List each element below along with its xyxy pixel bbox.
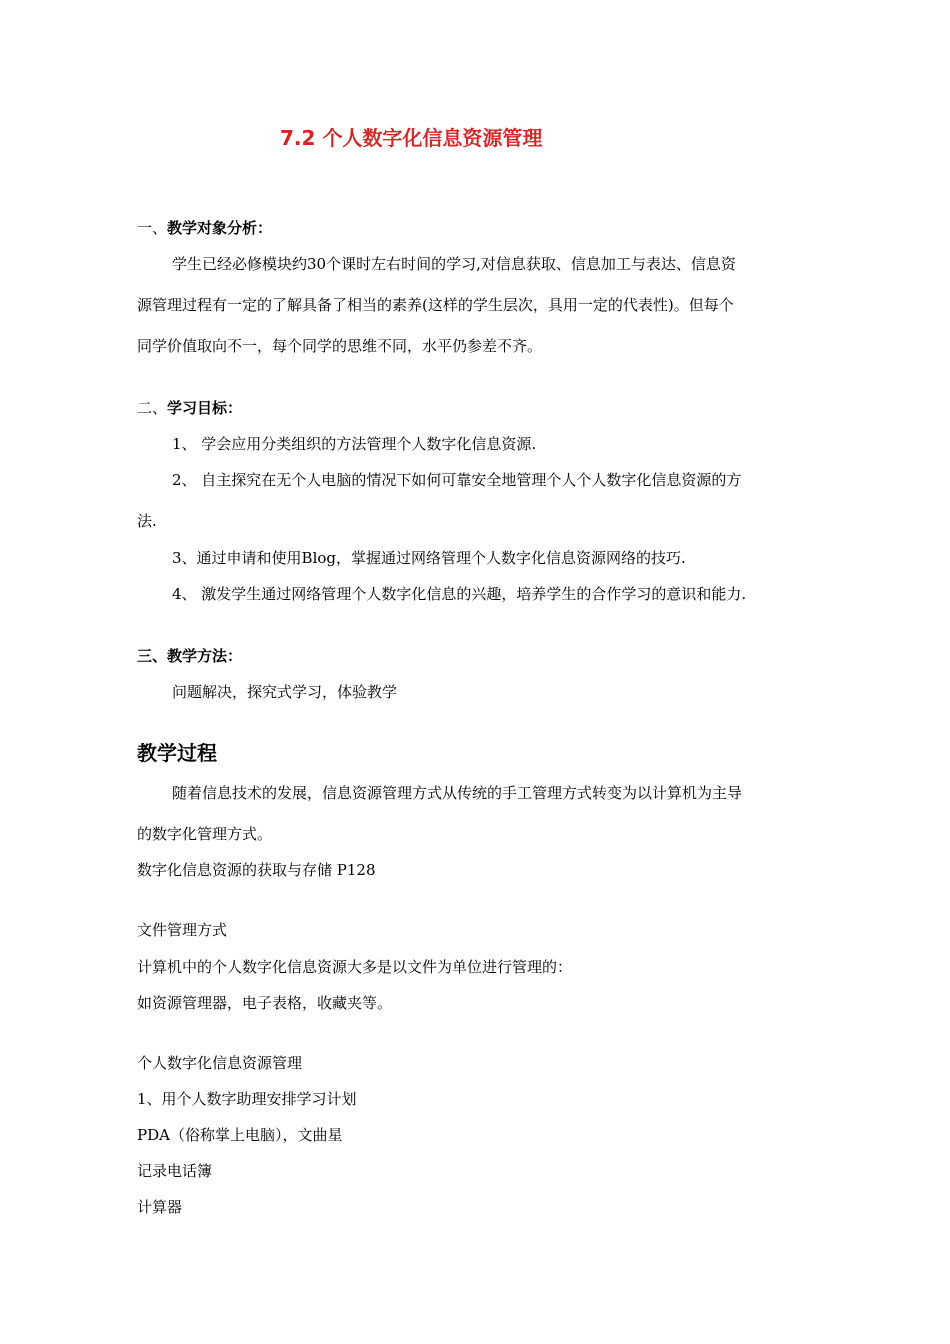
section1-heading-text: 教学对象分析： bbox=[167, 219, 273, 237]
process-line-9: PDA（俗称掌上电脑），文曲星 bbox=[137, 1126, 343, 1144]
process-line-7: 个人数字化信息资源管理 bbox=[137, 1054, 303, 1072]
process-line-11: 计算器 bbox=[137, 1198, 183, 1216]
goal-item-2: 2、 自主探究在无个人电脑的情况下如何可靠安全地管理个人个人数字化信息资源的方 bbox=[172, 471, 742, 489]
process-line-4: 文件管理方式 bbox=[137, 921, 228, 939]
process-line-10: 记录电话簿 bbox=[137, 1162, 213, 1180]
section2-heading-text: 学习目标： bbox=[167, 399, 243, 417]
section1-line-2: 源管理过程有一定的了解具备了相当的素养(这样的学生层次，具用一定的代表性)。但每个 bbox=[137, 296, 734, 314]
section1-heading-prefix: 一、 bbox=[137, 219, 168, 237]
goal-item-4: 4、 激发学生通过网络管理个人数字化信息的兴趣，培养学生的合作学习的意识和能力. bbox=[172, 585, 747, 603]
process-line-6: 如资源管理器，电子表格，收藏夹等。 bbox=[137, 994, 393, 1012]
process-line-1: 随着信息技术的发展，信息资源管理方式从传统的手工管理方式转变为以计算机为主导 bbox=[172, 784, 743, 802]
process-line-3: 数字化信息资源的获取与存储 P128 bbox=[137, 861, 376, 879]
process-line-8: 1、用个人数字助理安排学习计划 bbox=[137, 1090, 357, 1108]
section1-line-1: 学生已经必修模块约30个课时左右时间的学习,对信息获取、信息加工与表达、信息资 bbox=[172, 255, 736, 273]
section3-heading: 三、教学方法： bbox=[137, 647, 243, 665]
process-line-2: 的数字化管理方式。 bbox=[137, 825, 273, 843]
process-line-5: 计算机中的个人数字化信息资源大多是以文件为单位进行管理的： bbox=[137, 958, 573, 976]
section2-heading bbox=[137, 398, 242, 418]
goal-item-3: 3、通过申请和使用Blog，掌握通过网络管理个人数字化信息资源网络的技巧. bbox=[172, 549, 686, 567]
goal-item-1: 1、 学会应用分类组织的方法管理个人数字化信息资源. bbox=[172, 435, 537, 453]
goal-item-2-continued: 法. bbox=[137, 512, 157, 530]
page-title: 7.2 个人数字化信息资源管理 bbox=[280, 126, 543, 150]
section3-text: 问题解决，探究式学习，体验教学 bbox=[172, 683, 398, 701]
process-heading: 教学过程 bbox=[137, 741, 217, 765]
section1-heading bbox=[137, 218, 272, 238]
section1-line-3: 同学价值取向不一，每个同学的思维不同，水平仍参差不齐。 bbox=[137, 337, 543, 355]
section2-heading-prefix: 二、 bbox=[137, 399, 168, 417]
